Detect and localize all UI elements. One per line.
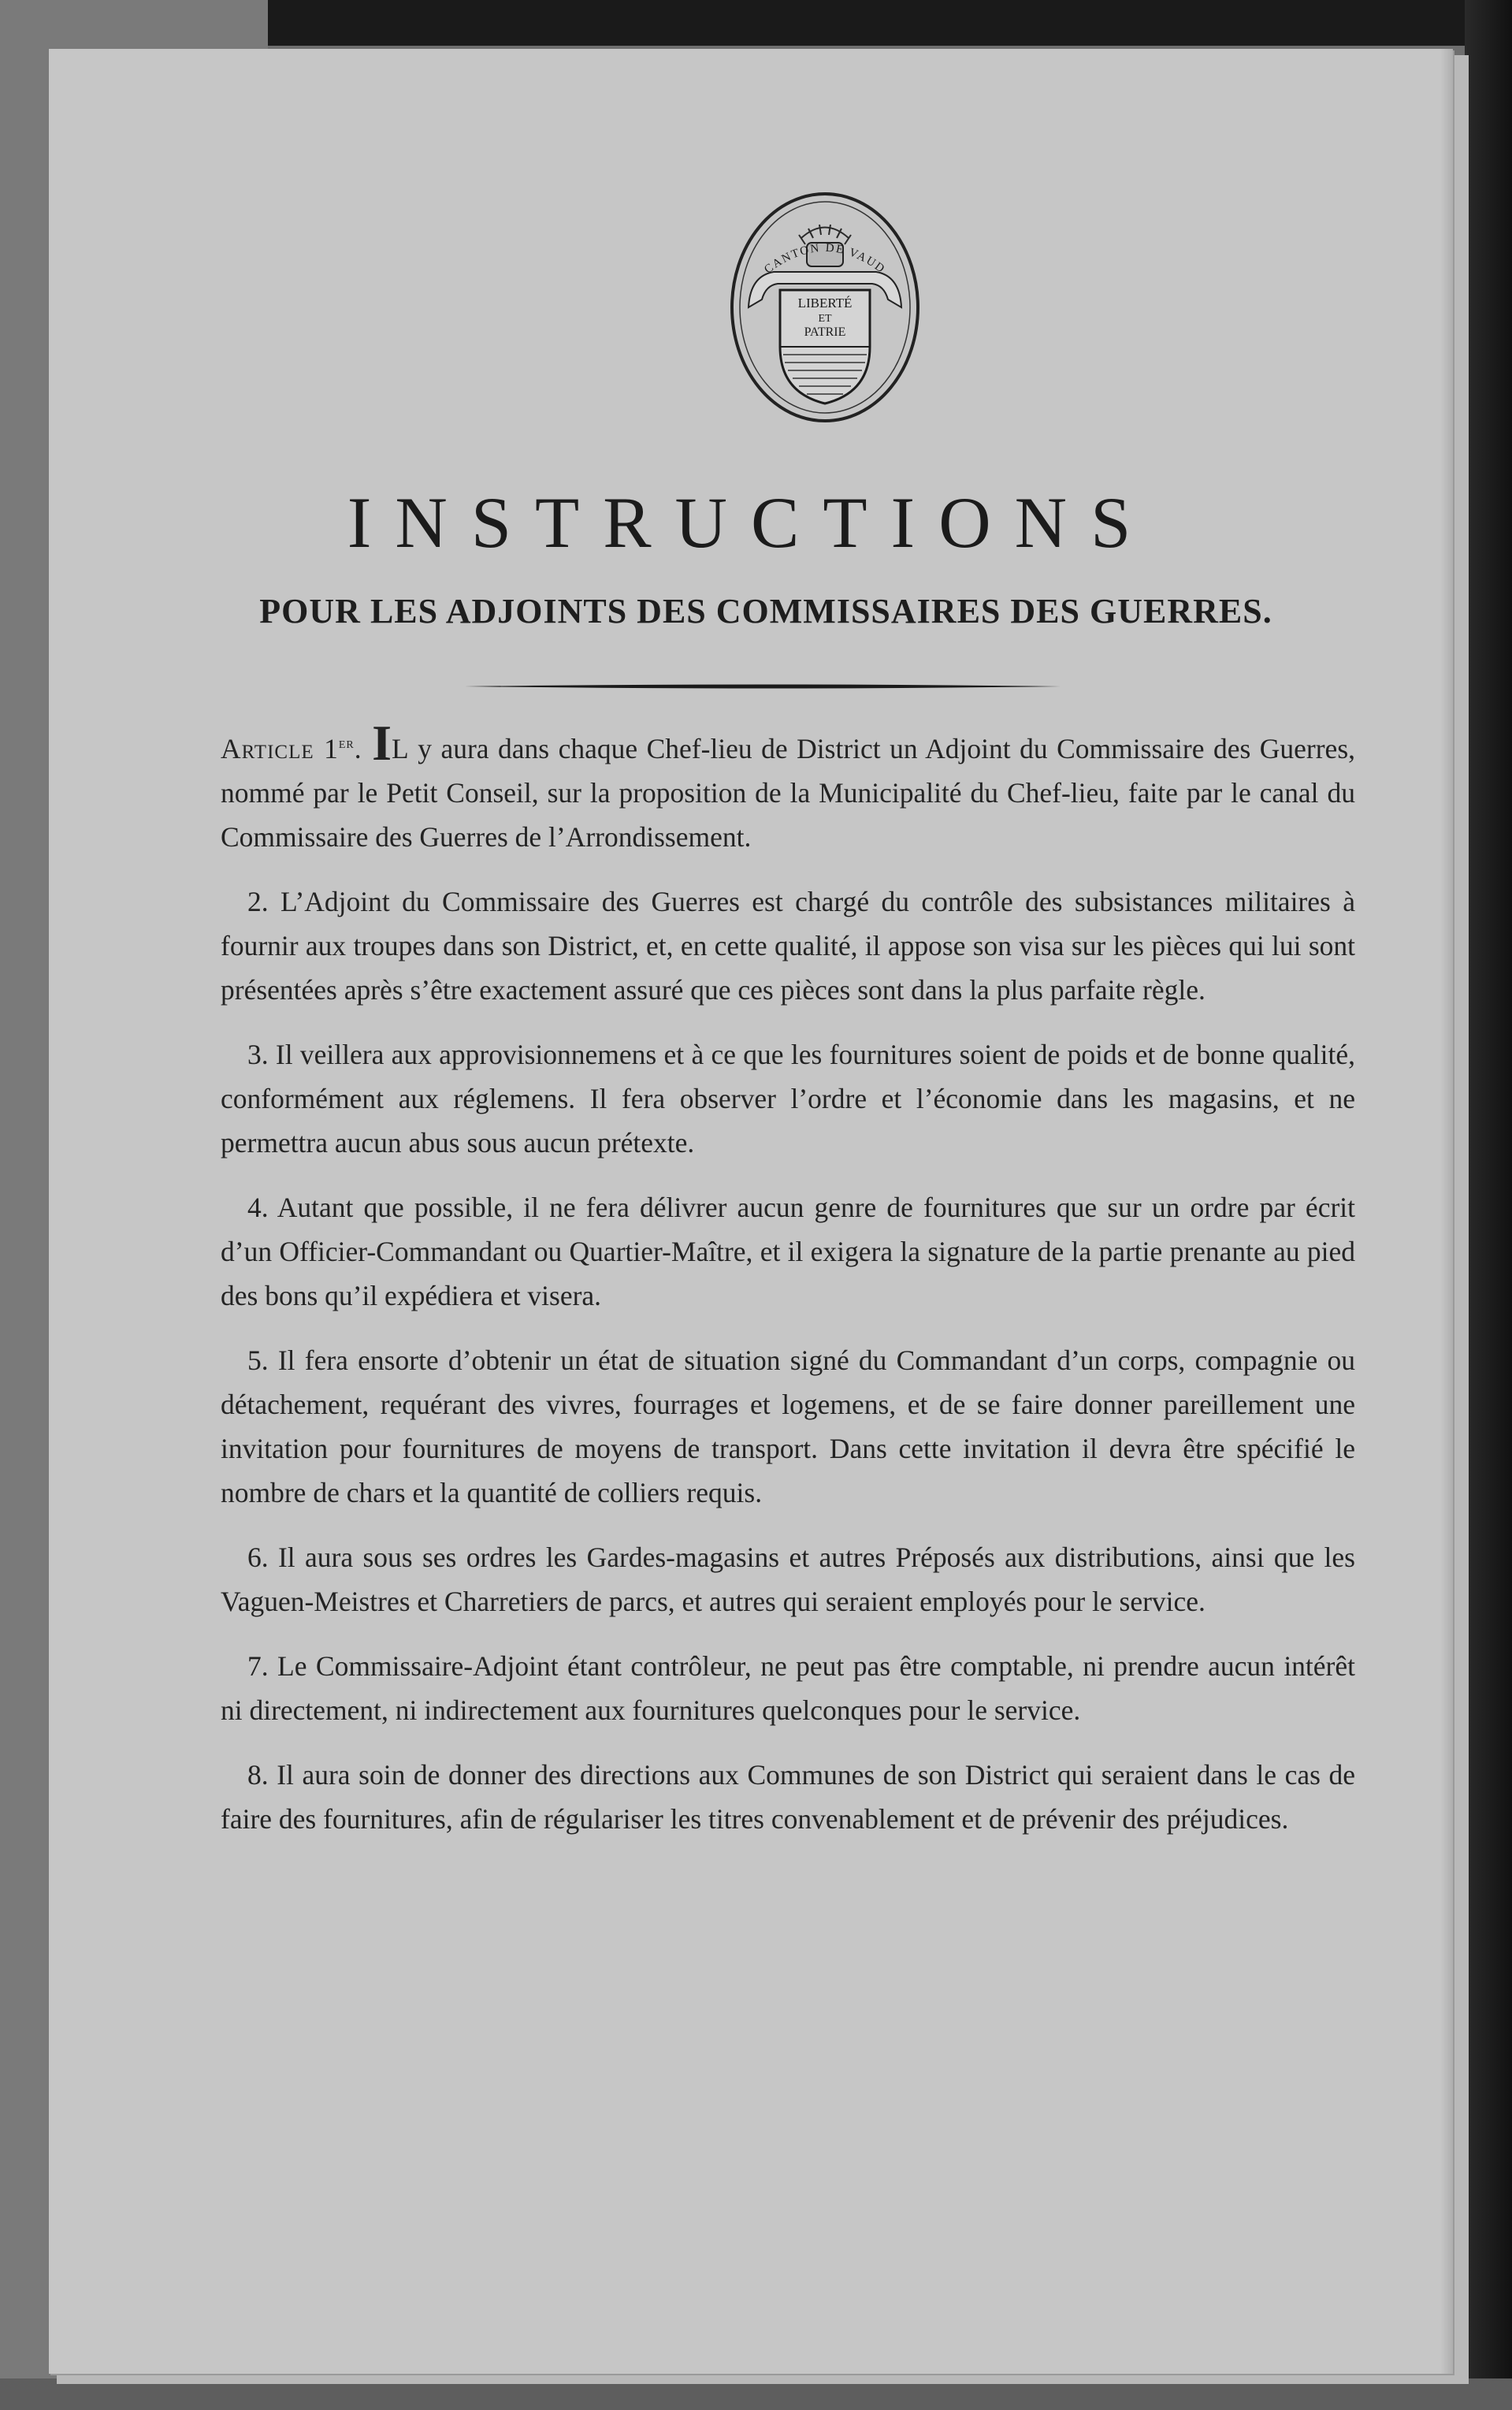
article-7: 7. Le Commissaire-Adjoint étant contrôleur, ne peut pas être comptable, ni prendre aucun intérêt ni directement, ni indirectement aux fournitures quelconques pour le service. [221, 1650, 1355, 1726]
seal-shield-line-3: PATRIE [804, 325, 846, 339]
canton-seal-emblem [726, 189, 923, 426]
scanner-backdrop-top [268, 0, 1512, 46]
document-sheet [49, 49, 1453, 2374]
document-title: INSTRUCTIONS [347, 482, 1155, 563]
scanner-backdrop-right [1465, 0, 1512, 2410]
seal-shield-line-1: LIBERTÉ [797, 296, 853, 311]
seal-shield-line-2: ET [818, 313, 832, 325]
article-1-dropcap: I [372, 715, 392, 771]
article-3: 3. Il veillera aux approvisionnemens et à ce que les fournitures soient de poids et de bonne qualité, conformément aux réglemens. Il fera observer l’ordre et l’économie dans les magasins, et ne permettra aucun abus sous aucun prétexte. [221, 1039, 1355, 1159]
articles-body [221, 715, 1356, 1861]
article-2: 2. L’Adjoint du Commissaire des Guerres est chargé du contrôle des subsistances militaires à fournir aux troupes dans son District, et, en cette qualité, il appose son visa sur les pièces qui lui sont présentées après s’être exactement assuré que ces pièces sont dans la plus parfaite règle. [221, 886, 1355, 1006]
article-8: 8. Il aura soin de donner des directions aux Communes de son District qui seraient dans le cas de faire des fournitures, afin de régulariser les titres convenablement et de prévenir des préjudices. [221, 1759, 1355, 1835]
title-divider-rule [465, 684, 1061, 689]
seal-band-text: CANTON DE VAUD [762, 241, 888, 277]
article-1-lead: Article 1er. [221, 733, 373, 764]
article-6: 6. Il aura sous ses ordres les Gardes-magasins et autres Préposés aux distributions, ainsi que les Vaguen-Meistres et Charretiers de parcs, et autres qui seraient employés pour le service. [221, 1542, 1355, 1617]
page-edge-shadow [1440, 49, 1453, 2374]
article-1-text: y aura dans chaque Chef-lieu de District un Adjoint du Commissaire des Guerres, nommé par le Petit Conseil, sur la proposition de la Municipalité du Chef-lieu, faite par le canal du Commissaire des Guerres de l’Arrondissement. [221, 733, 1356, 853]
article-1: Article 1er. IL y aura dans chaque Chef-lieu de District un Adjoint du Commissaire des Guerres, nommé par le Petit Conseil, sur la proposition de la Municipalité du Chef-lieu, faite par le canal du Commissaire des Guerres de l’Arrondissement. [221, 715, 1356, 853]
article-5: 5. Il fera ensorte d’obtenir un état de situation signé du Commandant d’un corps, compagnie ou détachement, requérant des vivres, fourrages et logemens, et de se faire donner pareillement une invitation pour fournitures de moyens de transport. Dans cette invitation il devra être spécifié le nombre de chars et la quantité de colliers requis. [221, 1344, 1355, 1508]
document-subtitle: POUR LES ADJOINTS DES COMMISSAIRES DES GUERRES. [259, 592, 1272, 630]
article-4: 4. Autant que possible, il ne fera délivrer aucun genre de fournitures que sur un ordre par écrit d’un Officier-Commandant ou Quartier-Maître, et il exigera la signature de la partie prenante au pied des bons qu’il expédiera et visera. [221, 1192, 1355, 1311]
